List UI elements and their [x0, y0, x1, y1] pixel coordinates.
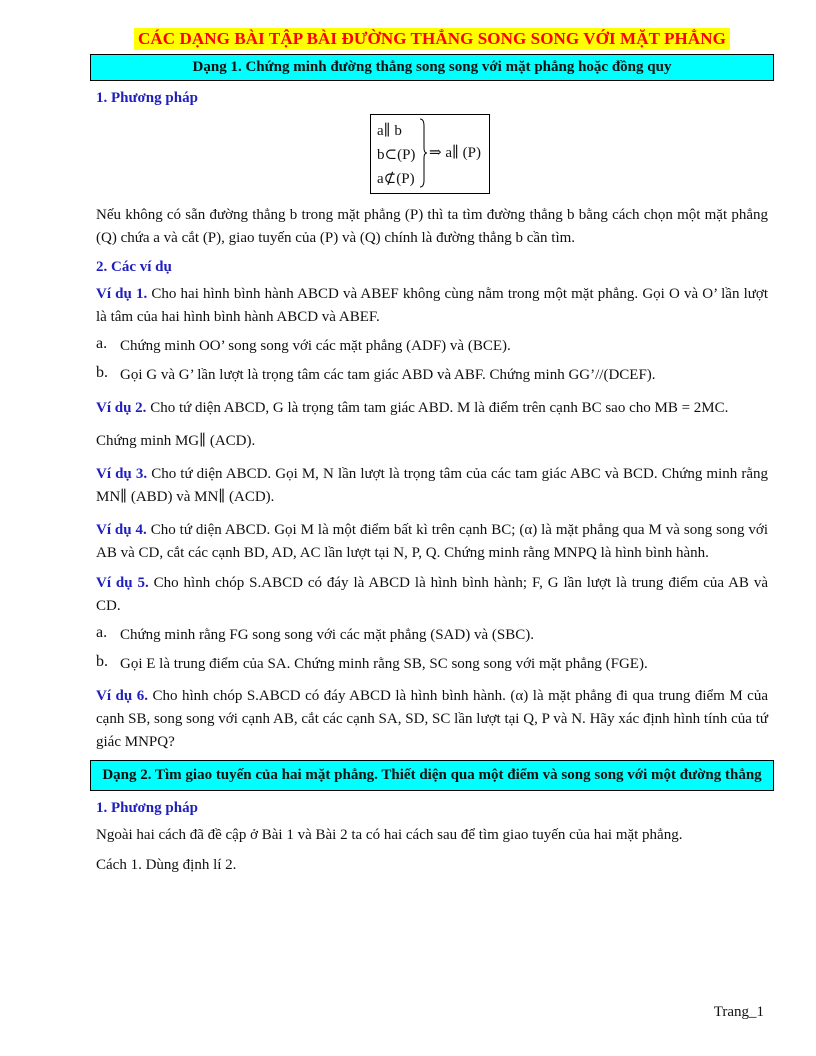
example-4-text: Cho tứ diện ABCD. Gọi M là một điểm bất kì trên cạnh BC; (α) là mặt phẳng qua M và song song với AB và CD, cắt các cạnh BD, AD, AC lần lượt tại N, P, Q. Chứng minh rằng MNPQ là hình bình hành. — [96, 522, 768, 561]
page-number: Trang_1 — [713, 1004, 764, 1020]
title-wrap — [96, 28, 768, 50]
example-5-label: Ví dụ 5. — [96, 575, 149, 591]
example-4 — [96, 519, 768, 565]
example-3-label: Ví dụ 3. — [96, 466, 148, 482]
example-1-part-a: a. Chứng minh OO’ song song với các mặt phẳng (ADF) và (BCE). — [96, 335, 511, 354]
page-title: CÁC DẠNG BÀI TẬP BÀI ĐƯỜNG THẲNG SONG SONG VỚI MẶT PHẲNG — [134, 28, 730, 50]
example-1-text: Cho hai hình bình hành ABCD và ABEF không cùng nằm trong một mặt phẳng. Gọi O và O’ lần lượt là tâm của hai hình bình hành ABCD và ABEF. — [96, 286, 768, 325]
formula-line-3: a⊄(P) — [377, 171, 415, 187]
section-heading-dang1: Dạng 1. Chứng minh đường thẳng song song với mặt phẳng hoặc đồng quy — [90, 54, 774, 81]
dang2-text: Ngoài hai cách đã đề cập ở Bài 1 và Bài 2 ta có hai cách sau để tìm giao tuyến của hai mặt phẳng. — [96, 827, 683, 843]
example-6-label: Ví dụ 6. — [96, 688, 148, 704]
example-4-label: Ví dụ 4. — [96, 522, 147, 538]
example-5 — [96, 572, 768, 618]
subheading-phuong-phap: 1. Phương pháp — [96, 90, 198, 106]
example-2-text: Cho tứ diện ABCD, G là trọng tâm tam giác ABD. M là điểm trên cạnh BC sao cho MB = 2MC. — [146, 400, 729, 416]
example-5-part-a: a. Chứng minh rằng FG song song với các mặt phẳng (SAD) và (SBC). — [96, 624, 534, 643]
example-3-text: Cho tứ diện ABCD. Gọi M, N lần lượt là trọng tâm của các tam giác ABC và BCD. Chứng minh rằng MN∥ (ABD) và MN∥ (ACD). — [96, 466, 768, 505]
formula-line-2: b⊂(P) — [377, 147, 416, 163]
method-explanation: Nếu không có sẵn đường thẳng b trong mặt phẳng (P) thì ta tìm đường thẳng b bằng cách chọn một mặt phẳng (Q) chứa a và cắt (P), giao tuyến của (P) và (Q) chính là đường thẳng b cần tìm. — [96, 207, 768, 246]
example-2-text2: Chứng minh MG∥ (ACD). — [96, 433, 256, 449]
formula-line-1: a∥ b — [377, 123, 402, 139]
example-2-label: Ví dụ 2. — [96, 400, 147, 416]
example-1-part-b: b. Gọi G và G’ lần lượt là trọng tâm các tam giác ABD và ABF. Chứng minh GG’//(DCEF). — [96, 364, 656, 383]
formula-conclusion: ⇒ a∥ (P) — [429, 145, 481, 161]
document-page — [96, 28, 768, 877]
example-1-label: Ví dụ 1. — [96, 286, 148, 302]
example-3 — [96, 463, 768, 509]
formula-box — [370, 114, 490, 194]
subheading-cac-vi-du: 2. Các ví dụ — [96, 259, 172, 275]
example-2 — [96, 397, 768, 420]
example-5-text: Cho hình chóp S.ABCD có đáy là ABCD là hình bình hành; F, G lần lượt là trung điểm của AB và CD. — [96, 575, 768, 614]
section-heading-dang2: Dạng 2. Tìm giao tuyến của hai mặt phẳng. Thiết diện qua một điểm và song song với một đường thẳng — [90, 760, 774, 791]
example-6 — [96, 685, 768, 754]
example-5-part-b: b. Gọi E là trung điểm của SA. Chứng minh rằng SB, SC song song với mặt phẳng (FGE). — [96, 653, 648, 672]
example-6-text: Cho hình chóp S.ABCD có đáy ABCD là hình bình hành. (α) là mặt phẳng đi qua trung điểm M của cạnh SB, song song với cạnh AB, cắt các cạnh SA, SD, SC lần lượt tại Q, P và N. Hãy xác định hình tính của tứ giác MNPQ? — [96, 688, 768, 750]
example-1 — [96, 283, 768, 329]
dang2-cach1: Cách 1. Dùng định lí 2. — [96, 857, 237, 873]
subheading-phuong-phap-2: 1. Phương pháp — [96, 800, 198, 816]
right-brace-icon — [419, 118, 427, 188]
